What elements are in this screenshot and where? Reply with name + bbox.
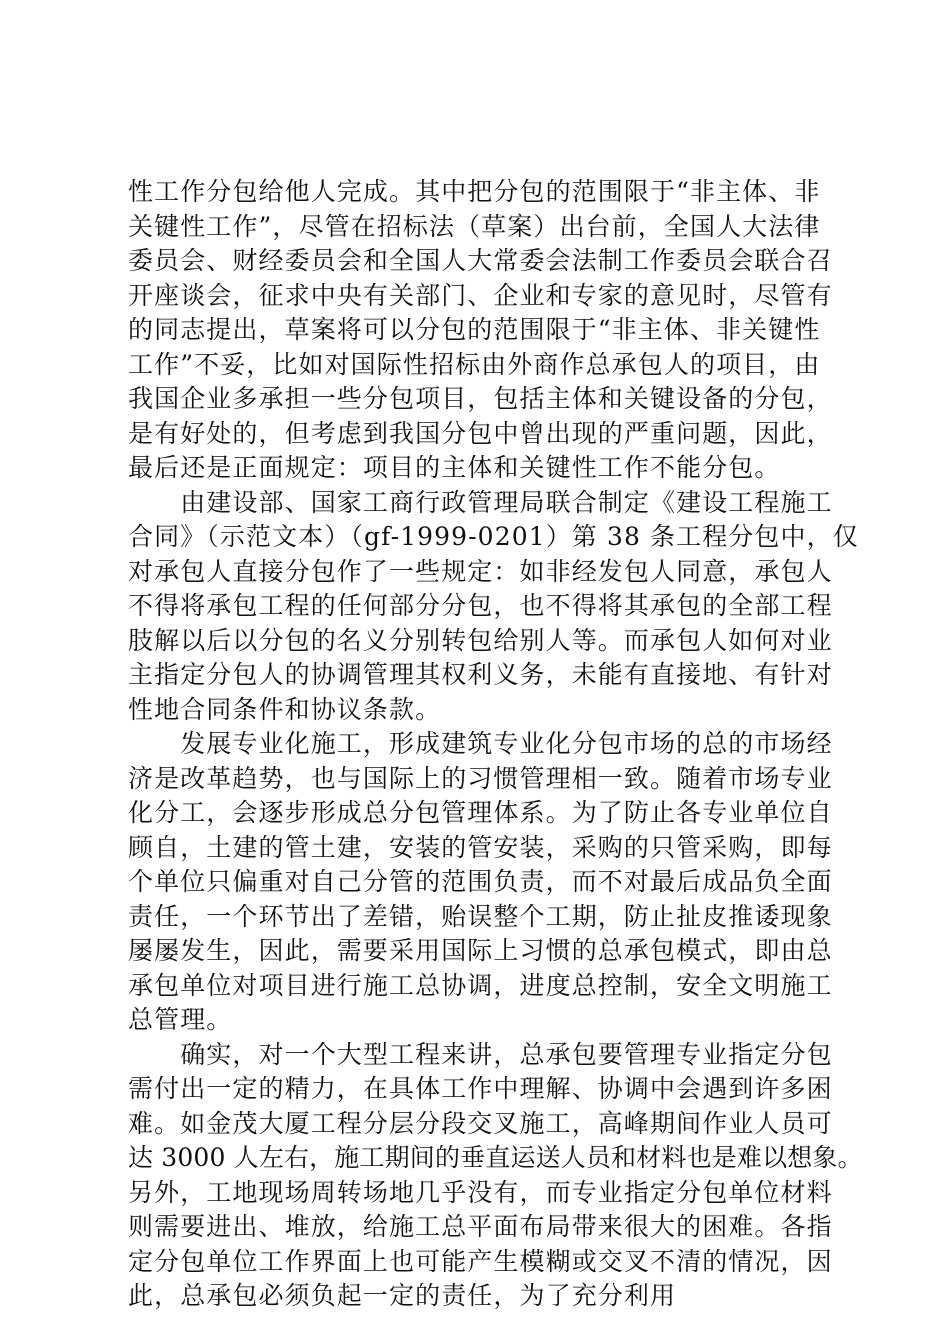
text-line: 发展专业化施工，形成建筑专业化分包市场的总的市场经 [128,729,833,758]
text-line: 则需要进出、堆放，给施工总平面布局带来很大的困难。各指 [128,1212,833,1241]
text-line: 委员会、财经委员会和全国人大常委会法制工作委员会联合召 [128,246,833,275]
text-line: 关键性工作”，尽管在招标法（草案）出台前，全国人大法律 [128,211,821,241]
text-line: 主指定分包人的协调管理其权利义务，未能有直接地、有针对 [128,660,833,689]
text-line: 对承包人直接分包作了一些规定：如非经发包人同意，承包人 [128,556,833,586]
text-line: 总管理。 [128,1005,233,1034]
text-line: 屡屡发生，因此，需要采用国际上习惯的总承包模式，即由总 [128,936,833,965]
text-line: 由建设部、国家工商行政管理局联合制定《建设工程施工 [128,487,833,517]
text-line: 达 3000 人左右，施工期间的垂直运送人员和材料也是难以想象。 [128,1143,863,1172]
text-line: 此，总承包必须负起一定的责任，为了充分利用 [128,1281,677,1310]
text-line: 需付出一定的精力，在具体工作中理解、协调中会遇到许多困 [128,1074,833,1103]
text-line: 最后还是正面规定：项目的主体和关键性工作不能分包。 [128,453,781,482]
text-line: 承包单位对项目进行施工总协调，进度总控制，安全文明施工 [128,970,833,1000]
text-line: 合同》（示范文本）（gf-1999-0201）第 38 条工程分包中，仅 [128,522,859,551]
text-line: 开座谈会，征求中央有关部门、企业和专家的意见时，尽管有 [128,280,833,310]
text-line: 济是改革趋势，也与国际上的习惯管理相一致。随着市场专业 [128,763,833,793]
text-line: 是有好处的，但考虑到我国分包中曾出现的严重问题，因此， [128,418,833,448]
text-line: 责任，一个环节出了差错，贻误整个工期，防止扯皮推诿现象 [128,901,833,931]
text-line: 肢解以后以分包的名义分别转包给别人等。而承包人如何对业 [128,625,833,655]
text-line: 的同志提出，草案将可以分包的范围限于“非主体、非关键性 [128,315,821,344]
text-line: 化分工，会逐步形成总分包管理体系。为了防止各专业单位自 [128,798,833,827]
text-line: 性工作分包给他人完成。其中把分包的范围限于“非主体、非 [128,177,821,206]
text-line: 顾自，土建的管土建，安装的管安装，采购的只管采购，即每 [128,832,833,862]
text-line: 我国企业多承担一些分包项目，包括主体和关键设备的分包， [128,384,833,413]
text-line: 确实，对一个大型工程来讲，总承包要管理专业指定分包 [128,1039,833,1069]
text-line: 工作”不妥，比如对国际性招标由外商作总承包人的项目，由 [128,349,821,379]
text-line: 不得将承包工程的任何部分分包，也不得将其承包的全部工程 [128,591,833,620]
body-text [128,175,863,1314]
text-line: 个单位只偏重对自己分管的范围负责，而不对最后成品负全面 [128,867,833,896]
text-line: 性地合同条件和协议条款。 [128,694,442,724]
text-line: 另外，工地现场周转场地几乎没有，而专业指定分包单位材料 [128,1177,833,1207]
text-line: 难。如金茂大厦工程分层分段交叉施工，高峰期间作业人员可 [128,1108,833,1138]
text-line: 定分包单位工作界面上也可能产生模糊或交叉不清的情况，因 [128,1246,833,1276]
